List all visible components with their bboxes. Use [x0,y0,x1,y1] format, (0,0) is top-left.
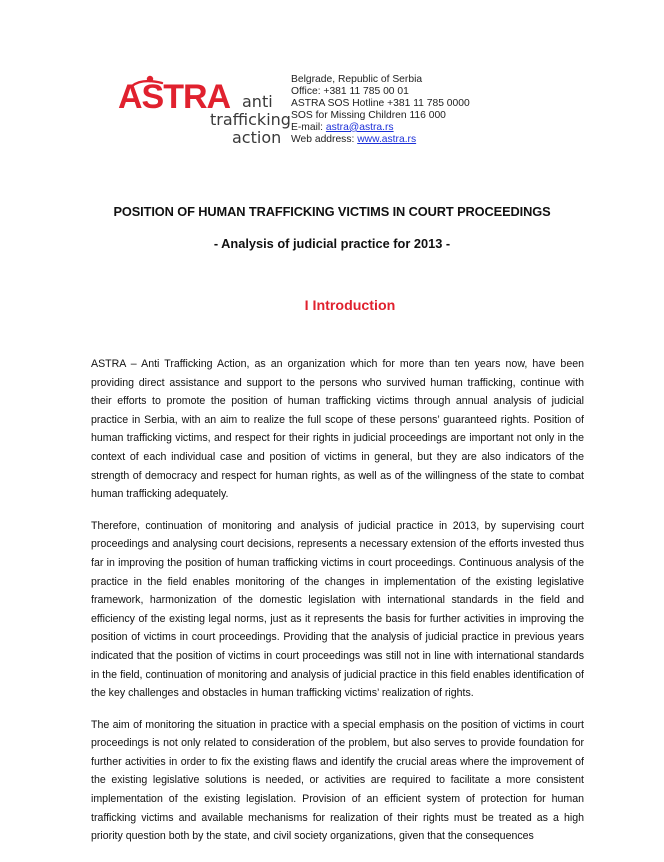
body-text [91,355,584,859]
logo-brand: ASTRA [118,78,231,116]
email-label: E-mail: [291,121,326,133]
contact-block [291,74,470,145]
contact-email-row [291,122,470,134]
logo-line-anti: anti [242,92,273,111]
contact-address: Belgrade, Republic of Serbia [291,74,423,85]
web-label: Web address: [291,133,358,145]
email-link[interactable]: astra@astra.rs [325,121,394,133]
section-heading: I Introduction [304,298,396,314]
logo-line-trafficking: trafficking [210,110,291,129]
web-link[interactable]: www.astra.rs [357,133,417,145]
contact-hotline: ASTRA SOS Hotline +381 11 785 0000 [291,97,470,109]
paragraph: The aim of monitoring the situation in practice with a special emphasis on the position of victims in court proceedings is not only related to consideration of the problem, but also serves to provide foundation for further activities in order to fix the existing flaws and identify the crucial areas where the improvement of the existing legislative solutions is needed, or activities are required to facilitate a more consistent implementation of the existing legislation. Provision of an efficient system of protection for human trafficking victims and available mechanisms for realization of their rights must be treated as a high priority question both by the state, and civil society organizations, given that the consequences [91,718,584,843]
paragraph: Therefore, continuation of monitoring and analysis of judicial practice in 2013, by supervising court proceedings and analysing court decisions, represents a necessary extension of the efforts invested thus far in improving the position of human trafficking victims in court proceedings. Continuous analysis of the practice in the field enables monitoring of the changes in implementation of the existing legislative framework, harmonization of the domestic legislation with international standards in the field and efficiency of the existing legal norms, just as it represents the basis for further activities in improving the position of victims in court proceedings. Providing that the analysis of judicial practice in previous years indicated that the position of victims in court proceedings was still not in line with international standards in the field, continuation of monitoring and analysis of judicial practice in this field enables identification of the key challenges and obstacles in human trafficking victims’ realization of rights. [91,519,584,700]
paragraph: ASTRA – Anti Trafficking Action, as an organization which for more than ten years now, have been providing direct assistance and support to the persons who survived human trafficking, continue with their efforts to promote the position of human trafficking victims through annual analysis of judicial practice in Serbia, with an aim to realize the full scope of these persons’ guaranteed rights. Position of human trafficking victims, and respect for their rights in judicial proceedings are important not only in the context of each individual case and position of victims in general, but they are also indicators of the strength of democracy and respect for human rights, as well as of the willingness of the state to combat human trafficking adequately. [91,358,584,501]
document-subtitle: - Analysis of judicial practice for 2013 - [213,236,451,251]
logo-line-action: action [232,128,282,147]
contact-sos-children: SOS for Missing Children 116 000 [291,109,446,121]
document-title: POSITION OF HUMAN TRAFFICKING VICTIMS IN COURT PROCEEDINGS [113,204,551,219]
contact-web-row [291,134,470,146]
contact-office: Office: +381 11 785 00 01 [291,85,409,97]
astra-logo [118,74,291,154]
